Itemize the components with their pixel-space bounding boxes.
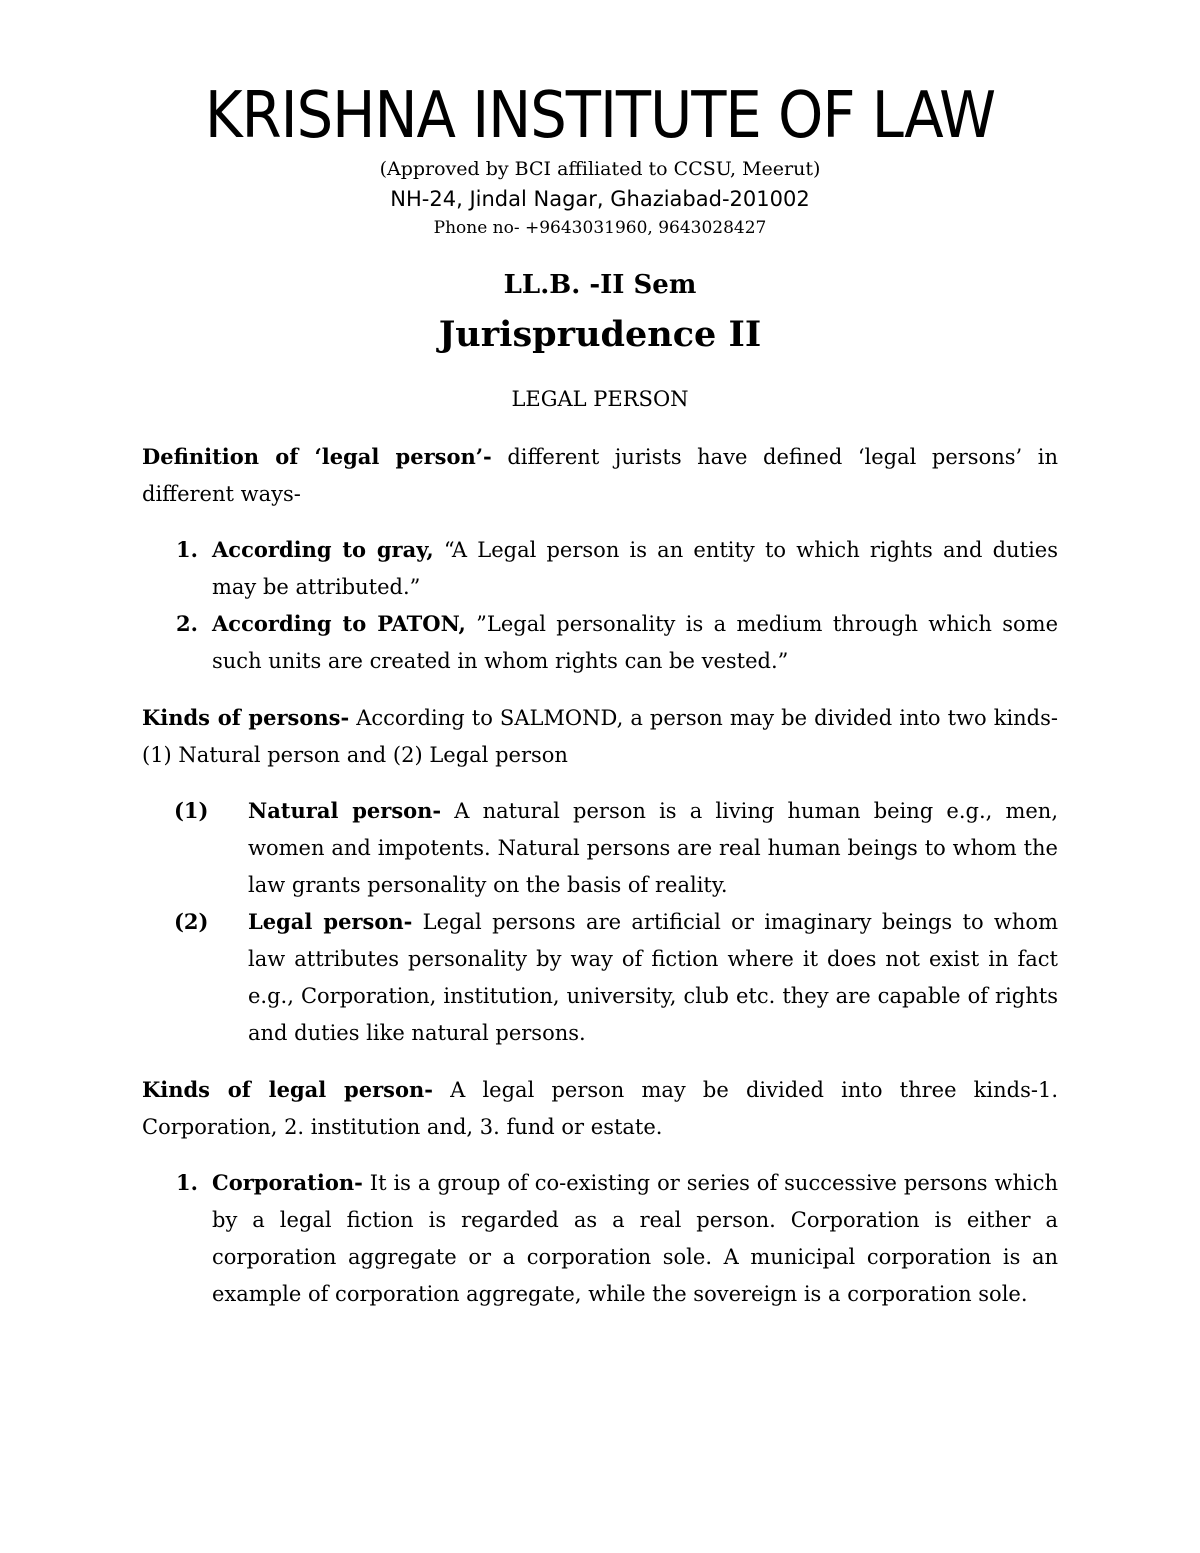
topic-heading: LEGAL PERSON — [511, 387, 689, 411]
kinds-of-legal-person-text: A legal person may be divided into three kinds-1. Corporation, 2. institution and, 3. fund or estate. — [142, 1078, 1058, 1139]
definition-item-gray — [176, 531, 1058, 606]
item-text: Legal persons are artificial or imaginary beings to whom law attributes personality by way of fiction where it does not exist in fact e.g., Corporation, institution, university, club etc. they are capable of rights and duties like natural persons. — [248, 910, 1058, 1045]
kinds-of-legal-person-heading: Kinds of legal person- — [142, 1077, 433, 1102]
list-marker: 2. — [176, 611, 198, 636]
kinds-of-persons-heading: Kinds of persons- — [142, 705, 350, 730]
item-heading: According to PATON, — [212, 611, 466, 636]
kinds-of-legal-person-paragraph — [142, 1071, 1058, 1146]
semester-heading: LL.B. -II Sem — [503, 270, 697, 300]
address-line: NH-24, Jindal Nagar, Ghaziabad-201002 — [390, 187, 810, 211]
list-marker: (1) — [174, 798, 209, 823]
item-text: A natural person is a living human being e.g., men, women and impotents. Natural persons are real human beings to whom the law grants personality on the basis of reality. — [248, 799, 1058, 897]
item-heading: Legal person- — [248, 909, 413, 934]
item-heading: According to gray, — [212, 537, 434, 562]
list-marker: (2) — [174, 909, 209, 934]
subject-title: Jurisprudence II — [438, 314, 762, 355]
corporation-item — [176, 1164, 1058, 1313]
list-marker: 1. — [176, 1170, 198, 1195]
item-heading: Natural person- — [248, 798, 442, 823]
legal-person-item — [174, 903, 1058, 1052]
kinds-of-persons-text: According to SALMOND, a person may be divided into two kinds- (1) Natural person and (2) Legal person — [142, 706, 1058, 767]
definition-item-paton — [176, 605, 1058, 680]
definition-text: different jurists have defined ‘legal persons’ in different ways- — [142, 445, 1058, 506]
item-heading: Corporation- — [212, 1170, 363, 1195]
item-text: ”Legal personality is a medium through which some such units are created in whom rights can be vested.” — [212, 612, 1058, 673]
institute-name: KRISHNA INSTITUTE OF LAW — [204, 79, 996, 153]
kinds-of-persons-paragraph — [142, 699, 1058, 774]
definition-heading: Definition of ‘legal person’- — [142, 444, 492, 469]
phone-line: Phone no- +9643031960, 9643028427 — [433, 218, 767, 238]
item-text: “A Legal person is an entity to which rights and duties may be attributed.” — [212, 538, 1058, 599]
item-text: It is a group of co-existing or series of successive persons which by a legal fiction is regarded as a real person. Corporation is either a corporation aggregate or a corporation sole. A municipal corporation is an example of corporation aggregate, while the sovereign is a corporation sole. — [212, 1171, 1058, 1306]
approval-line: (Approved by BCI affiliated to CCSU, Meerut) — [379, 158, 821, 180]
definition-paragraph — [142, 438, 1058, 513]
natural-person-item — [174, 792, 1058, 904]
list-marker: 1. — [176, 537, 198, 562]
